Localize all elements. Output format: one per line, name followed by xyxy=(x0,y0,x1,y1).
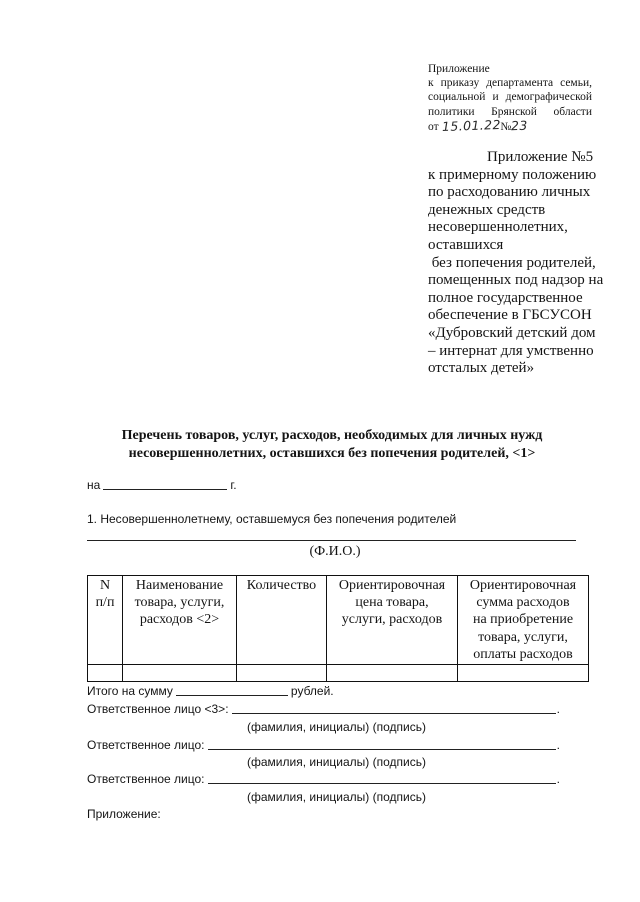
total-suffix: рублей. xyxy=(290,684,334,698)
table-header-line: Ориентировочная xyxy=(469,578,577,593)
responsible-person-blank-field xyxy=(232,701,556,714)
table-header-cell-sum xyxy=(458,576,589,665)
annex5-line: обеспечение в ГБСУСОН xyxy=(428,307,592,324)
table-cell xyxy=(458,665,589,682)
table-header-cell-quantity xyxy=(237,576,327,665)
table-header-line: расходов <2> xyxy=(139,612,220,628)
order-annex-line: политики Брянской области xyxy=(428,105,592,118)
table-header-line: цена товара, xyxy=(355,595,429,611)
table-header-line: товара, услуги, xyxy=(478,629,568,645)
annex5-line: отсталых детей» xyxy=(428,360,535,377)
annex5-line: по расходованию личных xyxy=(428,184,591,201)
date-blank-field xyxy=(103,477,227,490)
table-header-line: Количество xyxy=(246,578,317,593)
annex5-line: – интернат для умственно xyxy=(428,342,594,359)
fio-caption: (Ф.И.О.) xyxy=(309,544,361,559)
annex5-line: оставшихся xyxy=(428,236,504,253)
order-annex-line: социальной и демографической xyxy=(428,91,592,104)
table-cell xyxy=(88,665,123,682)
responsible-person-label: Ответственное лицо <3>: xyxy=(87,702,229,716)
total-line xyxy=(87,683,334,699)
responsible-person-line xyxy=(87,701,560,717)
document-title xyxy=(82,427,582,463)
table-cell xyxy=(327,665,458,682)
table-header-line: N xyxy=(99,578,111,593)
responsible-person-caption: (фамилия, инициалы) (подпись) xyxy=(247,720,426,734)
order-annex-block xyxy=(428,62,592,134)
annex5-line: без попечения родителей, xyxy=(428,254,596,271)
table-header-line: Ориентировочная xyxy=(338,578,446,593)
document-title-line: Перечень товаров, услуг, расходов, необходимых для личных нужд xyxy=(121,428,543,443)
date-suffix: г. xyxy=(230,478,237,492)
handwritten-date: 15.01.22 xyxy=(441,116,501,134)
annex5-line: денежных средств xyxy=(428,201,546,218)
order-annex-line: к приказу департамента семьи, xyxy=(428,77,592,90)
table-header-row xyxy=(88,576,589,665)
responsible-person-caption: (фамилия, инициалы) (подпись) xyxy=(247,790,426,804)
order-date-prefix: от xyxy=(428,120,439,133)
annex5-line: помещенных под надзор на xyxy=(428,272,604,289)
table-header-line: Наименование xyxy=(135,578,224,593)
responsible-person-label: Ответственное лицо: xyxy=(87,738,205,752)
responsible-person-end: . xyxy=(556,772,560,786)
annex5-line: к примерному положению xyxy=(428,166,597,183)
attachment-label: Приложение: xyxy=(87,807,161,821)
order-date-line xyxy=(428,116,592,134)
date-prefix: на xyxy=(87,478,101,492)
annex5-block xyxy=(428,149,618,378)
annex5-line: «Дубровский детский дом xyxy=(428,324,596,341)
order-annex-line: Приложение xyxy=(428,63,490,75)
total-prefix: Итого на сумму xyxy=(87,684,173,698)
responsible-person-caption: (фамилия, инициалы) (подпись) xyxy=(247,755,426,769)
table-header-cell-price xyxy=(327,576,458,665)
table-header-cell-number xyxy=(88,576,123,665)
total-amount-blank-field xyxy=(176,683,288,696)
number-sign: № xyxy=(500,120,512,133)
table-header-line: оплаты расходов xyxy=(473,646,573,662)
table-header-line: сумма расходов xyxy=(476,595,570,611)
responsible-person-blank-field xyxy=(208,737,556,750)
fio-blank-line xyxy=(87,540,576,541)
document-title-line: несовершеннолетних, оставшихся без попечения родителей, <1> xyxy=(128,446,536,461)
annex5-line: полное государственное xyxy=(428,289,583,306)
date-line xyxy=(87,477,237,493)
annex5-line: несовершеннолетних, xyxy=(428,219,568,236)
annex5-title: Приложение №5 xyxy=(487,149,594,165)
table-header-line: на приобретение xyxy=(472,612,574,628)
responsible-person-blank-field xyxy=(208,771,556,784)
table-header-line: услуги, расходов xyxy=(341,612,443,628)
table-cell xyxy=(237,665,327,682)
items-table xyxy=(87,575,589,682)
responsible-person-label: Ответственное лицо: xyxy=(87,772,205,786)
table-row xyxy=(88,665,589,682)
table-header-line: товара, услуги, xyxy=(134,595,225,611)
responsible-person-line xyxy=(87,737,560,753)
recipient-label: 1. Несовершеннолетнему, оставшемуся без попечения родителей xyxy=(87,512,457,526)
table-header-cell-name xyxy=(123,576,237,665)
table-cell xyxy=(123,665,237,682)
responsible-person-line xyxy=(87,771,560,787)
responsible-person-end: . xyxy=(556,702,560,716)
table-header-line: п/п xyxy=(95,595,115,611)
responsible-person-end: . xyxy=(556,738,560,752)
handwritten-number: 23 xyxy=(511,117,529,134)
